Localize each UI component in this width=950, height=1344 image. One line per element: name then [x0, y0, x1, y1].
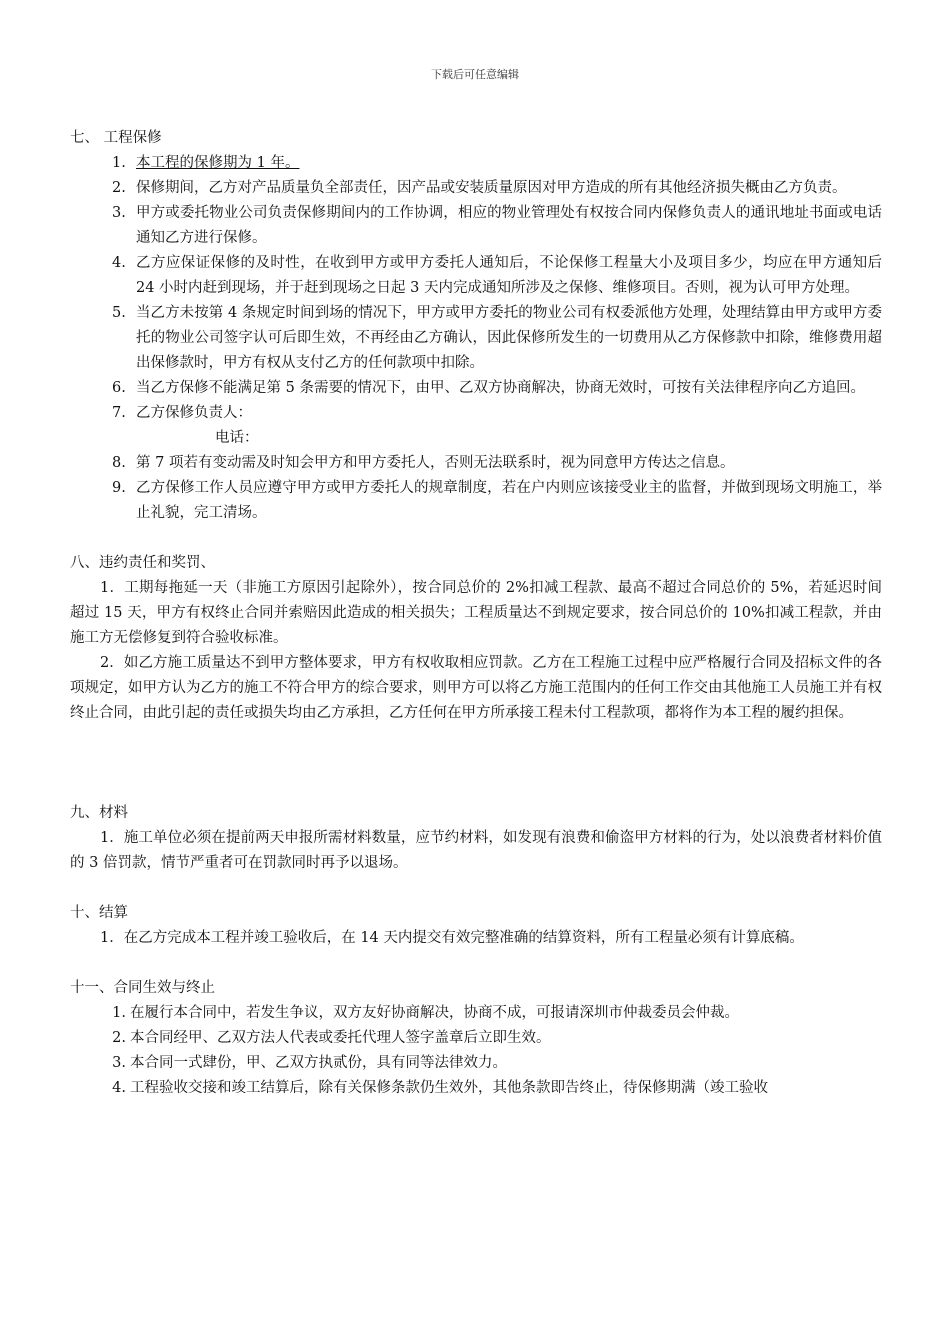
list-item	[70, 201, 882, 251]
item-text: 当乙方未按第 4 条规定时间到场的情况下，甲方或甲方委托的物业公司有权委派他方处理，处理结算由甲方或甲方委托的物业公司签字认可后即生效，不再经由乙方确认，因此保修所发生的一切费用从乙方保修款中扣除，维修费用超出保修款时，甲方有权从支付乙方的任何款项中扣除。	[136, 305, 882, 371]
item-number: 7.	[112, 405, 126, 421]
section-7-title: 七、 工程保修	[70, 130, 162, 146]
list-item	[70, 251, 882, 301]
list-item	[70, 1051, 882, 1076]
item-number: 5.	[112, 305, 126, 321]
item-text: 乙方保修负责人：	[136, 405, 252, 421]
item-number: 4.	[112, 255, 126, 271]
list-item	[70, 476, 882, 526]
item-number: 2.	[112, 1030, 126, 1046]
list-item	[70, 1001, 882, 1026]
item-text: 本合同经甲、乙双方法人代表或委托代理人签字盖章后立即生效。	[130, 1030, 551, 1046]
list-item	[70, 1076, 882, 1101]
list-item	[70, 1026, 882, 1051]
list-item	[70, 451, 882, 476]
item-number: 6.	[112, 380, 126, 396]
item-number: 1.	[112, 155, 126, 171]
item-text: 工程验收交接和竣工结算后，除有关保修条款仍生效外，其他条款即告终止，待保修期满（竣工验收	[130, 1080, 768, 1096]
paragraph: 1．在乙方完成本工程并竣工验收后，在 14 天内提交有效完整准确的结算资料，所有工程量必须有计算底稿。	[100, 930, 804, 946]
warranty-period-text: 本工程的保修期为 1 年。	[136, 155, 300, 171]
section-10-title: 十、结算	[70, 905, 128, 921]
item-text: 甲方或委托物业公司负责保修期间内的工作协调，相应的物业管理处有权按合同内保修负责人的通讯地址书面或电话通知乙方进行保修。	[136, 205, 882, 246]
item-text: 保修期间，乙方对产品质量负全部责任，因产品或安装质量原因对甲方造成的所有其他经济损失概由乙方负责。	[136, 180, 847, 196]
list-item	[70, 151, 882, 176]
item-text: 乙方保修工作人员应遵守甲方或甲方委托人的规章制度，若在户内则应该接受业主的监督，并做到现场文明施工，举止礼貌，完工清场。	[136, 480, 882, 521]
paragraph: 1．施工单位必须在提前两天申报所需材料数量，应节约材料，如发现有浪费和偷盗甲方材料的行为，处以浪费者材料价值的 3 倍罚款，情节严重者可在罚款同时再予以退场。	[70, 830, 882, 871]
page-header-note: 下载后可任意编辑	[431, 68, 519, 81]
item-number: 3.	[112, 205, 126, 221]
document-body	[70, 126, 882, 1101]
item-number: 3.	[112, 1055, 126, 1071]
item-number: 8.	[112, 455, 126, 471]
section-8-title: 八、违约责任和奖罚、	[70, 555, 215, 571]
item-number: 4.	[112, 1080, 126, 1096]
section-11-title: 十一、合同生效与终止	[70, 980, 215, 996]
list-item	[70, 301, 882, 376]
section-9-title: 九、材料	[70, 805, 128, 821]
item-text: 本合同一式肆份，甲、乙双方执贰份，具有同等法律效力。	[130, 1055, 507, 1071]
item-number: 2.	[112, 180, 126, 196]
item-number: 1.	[112, 1005, 126, 1021]
item-text: 乙方应保证保修的及时性，在收到甲方或甲方委托人通知后，不论保修工程量大小及项目多少，均应在甲方通知后 24 小时内赶到现场，并于赶到现场之日起 3 天内完成通知所涉及之保修、维修项目。否则，视为认可甲方处理。	[136, 255, 882, 296]
phone-label: 电话：	[215, 430, 259, 446]
item-text: 第 7 项若有变动需及时知会甲方和甲方委托人，否则无法联系时，视为同意甲方传达之信息。	[136, 455, 735, 471]
paragraph: 2．如乙方施工质量达不到甲方整体要求，甲方有权收取相应罚款。乙方在工程施工过程中应严格履行合同及招标文件的各项规定，如甲方认为乙方的施工不符合甲方的综合要求，则甲方可以将乙方施工范围内的任何工作交由其他施工人员施工并有权终止合同，由此引起的责任或损失均由乙方承担，乙方任何在甲方所承接工程未付工程款项，都将作为本工程的履约担保。	[70, 655, 882, 721]
paragraph: 1．工期每拖延一天（非施工方原因引起除外），按合同总价的 2%扣减工程款、最高不超过合同总价的 5%，若延迟时间超过 15 天，甲方有权终止合同并索赔因此造成的相关损失；工程质量达不到规定要求，按合同总价的 10%扣减工程款，并由施工方无偿修复到符合验收标准。	[70, 580, 882, 646]
item-text: 当乙方保修不能满足第 5 条需要的情况下，由甲、乙双方协商解决，协商无效时，可按有关法律程序向乙方追回。	[136, 380, 865, 396]
item-text: 在履行本合同中，若发生争议，双方友好协商解决，协商不成，可报请深圳市仲裁委员会仲裁。	[130, 1005, 739, 1021]
item-number: 9.	[112, 480, 126, 496]
list-item	[70, 376, 882, 401]
list-item	[70, 401, 882, 426]
list-item	[70, 176, 882, 201]
